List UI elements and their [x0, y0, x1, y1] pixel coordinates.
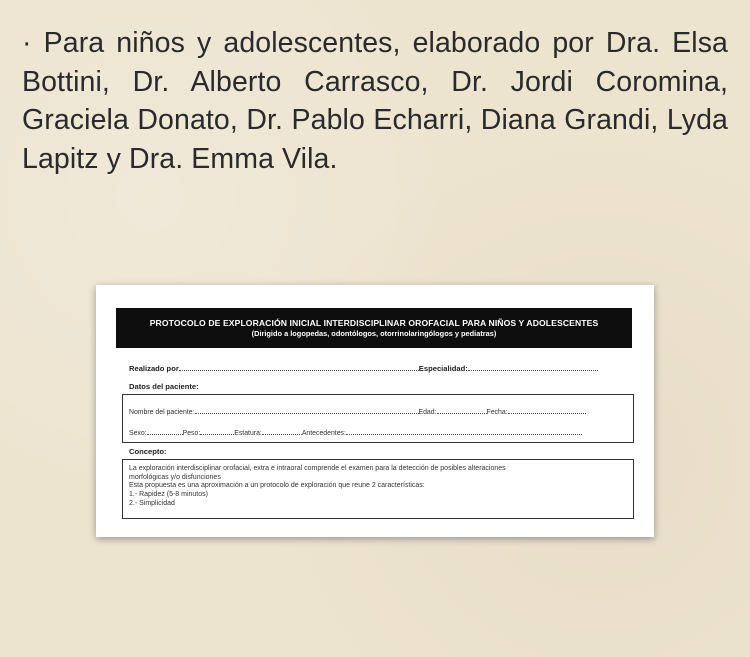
concept-line: Esta propuesta es una aproximación a un protocolo de exploración que reune 2 características:: [129, 482, 425, 490]
nombre-label: Nombre del paciente:: [129, 409, 195, 416]
concept-line: 1.- Rapidez (5-8 minutos): [129, 491, 208, 499]
realizado-row: [129, 363, 598, 373]
document-header: [116, 308, 632, 348]
protocol-document-image: [96, 285, 654, 537]
realizado-label: Realizado por: [129, 364, 179, 373]
concept-text: [129, 465, 617, 509]
nombre-dots: [195, 406, 419, 414]
patient-data-box: [122, 394, 634, 443]
sexo-label: Sexo:: [129, 430, 147, 437]
especialidad-dots: [468, 363, 598, 371]
especialidad-label: Especialidad:: [418, 364, 468, 373]
concept-box: [122, 459, 634, 519]
edad-dots: [437, 406, 487, 414]
sexo-dots: [147, 427, 183, 435]
estatura-label: Estatura:: [234, 430, 262, 437]
concept-line: 2.- Simplicidad: [129, 499, 175, 507]
fecha-dots: [508, 406, 586, 414]
document-subtitle: (Dirigido a logopedas, odontólogos, otorrinolaringólogos y pediatras): [251, 329, 497, 338]
peso-label: Peso:: [182, 430, 201, 437]
antecedentes-label: Antecedentes:: [301, 430, 346, 437]
datos-paciente-label: Datos del paciente:: [129, 382, 199, 391]
document-title: PROTOCOLO DE EXPLORACIÓN INICIAL INTERDISCIPLINAR OROFACIAL PARA NIÑOS Y ADOLESCENTES: [149, 318, 599, 328]
antecedentes-dots: [346, 427, 582, 435]
intro-paragraph: · Para niños y adolescentes, elaborado por Dra. Elsa Bottini, Dr. Alberto Carrasco, Dr. Jordi Coromina, Graciela Donato, Dr. Pablo Echarri, Diana Grandi, Lyda Lapitz y Dra. Emma Vila.: [22, 27, 728, 175]
nombre-row: [129, 406, 586, 416]
realizado-dots: [179, 363, 419, 371]
concept-line: La exploración interdisciplinar orofacial, extra e intraoral comprende el examen para la detección de posibles alteraciones: [129, 465, 506, 472]
fecha-label: Fecha:: [486, 409, 508, 416]
estatura-dots: [262, 427, 302, 435]
sexo-row: [129, 427, 582, 437]
peso-dots: [200, 427, 234, 435]
concept-line: morfológicas y/o disfunciones: [129, 473, 221, 481]
edad-label: Edad:: [418, 409, 437, 416]
concepto-label: Concepto:: [129, 447, 167, 456]
